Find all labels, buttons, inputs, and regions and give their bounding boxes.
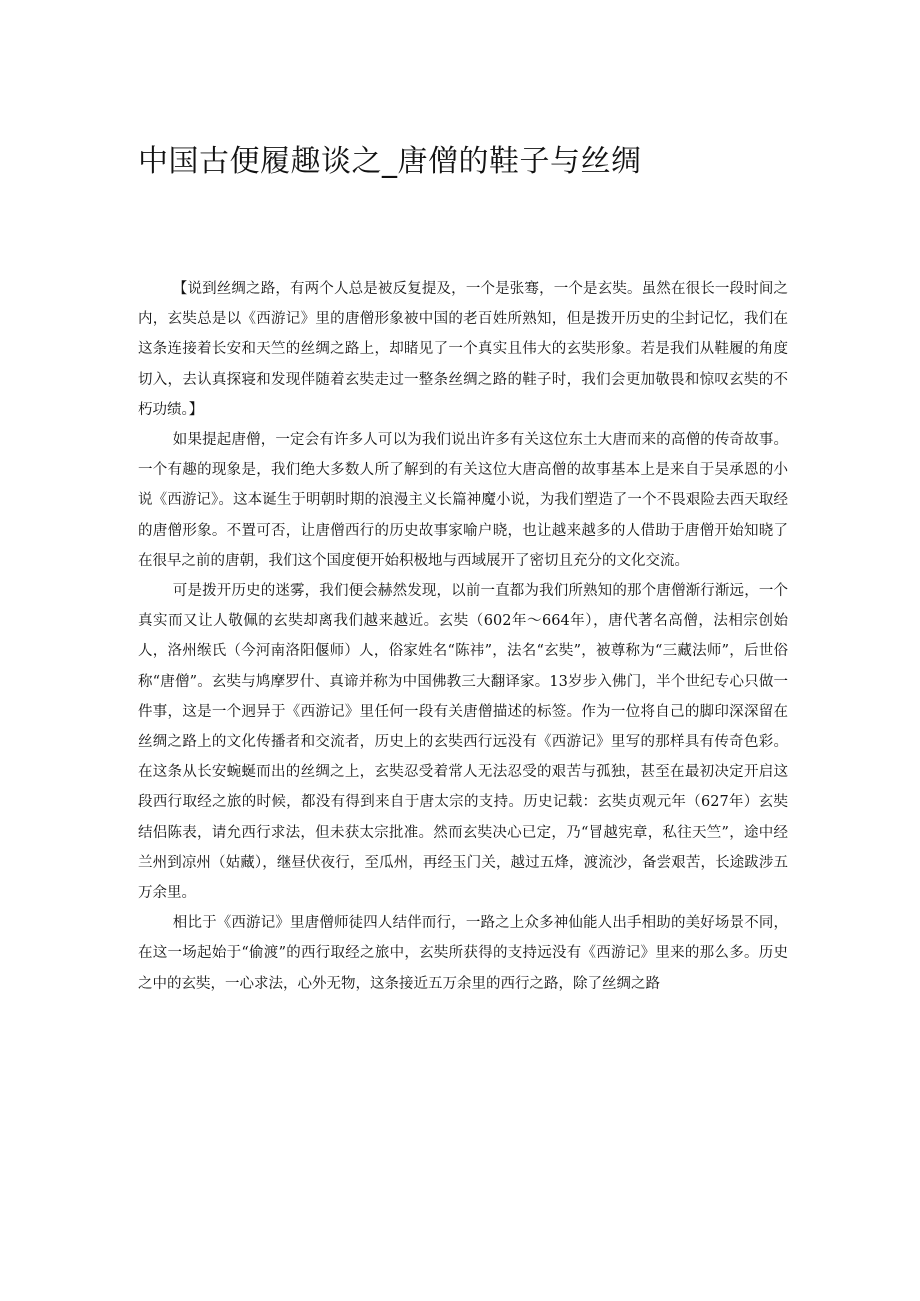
paragraph-journey-comparison: 相比于《西游记》里唐僧师徒四人结伴而行，一路之上众多神仙能人出手相助的美好场景不同，在这一场起始于“偷渡”的西行取经之旅中，玄奘所获得的支持远没有《西游记》里来的那么多。历史之中的玄奘，一心求法，心外无物，这条接近五万余里的西行之路，除了丝绸之路 — [138, 915, 788, 992]
paragraph-historical-xuanzang: 可是拨开历史的迷雾，我们便会赫然发现，以前一直都为我们所熟知的那个唐僧渐行渐远，一个真实而又让人敬佩的玄奘却离我们越来越近。玄奘（602年～664年），唐代著名高僧，法相宗创始人，洛州缑氏（今河南洛阳偃师）人，俗家姓名“陈祎”，法名“玄奘”，被尊称为“三藏法师”，后世俗称“唐僧”。玄奘与鸠摩罗什、真谛并称为中国佛教三大翻译家。13岁步入佛门，半个世纪专心只做一件事，这是一个迥异于《西游记》里任何一段有关唐僧描述的标签。作为一位将自己的脚印深深留在丝绸之路上的文化传播者和交流者，历史上的玄奘西行远没有《西游记》里写的那样具有传奇色彩。在这条从长安蜿蜒而出的丝绸之上，玄奘忍受着常人无法忍受的艰苦与孤独，甚至在最初决定开启这段西行取经之旅的时候，都没有得到来自于唐太宗的支持。历史记载：玄奘贞观元年（627年）玄奘结侣陈表，请允西行求法，但未获太宗批准。然而玄奘决心已定，乃“冒越宪章，私往天竺”，途中经兰州到凉州（姑藏），继昼伏夜行，至瓜州，再经玉门关，越过五烽，渡流沙，备尝艰苦，长途跋涉五万余里。 — [138, 583, 788, 902]
paragraph-tang-monk-legend: 如果提起唐僧，一定会有许多人可以为我们说出许多有关这位东土大唐而来的高僧的传奇故事。一个有趣的现象是，我们绝大多数人所了解到的有关这位大唐高僧的故事基本上是来自于吴承恩的小说《西游记》。这本诞生于明朝时期的浪漫主义长篇神魔小说，为我们塑造了一个不畏艰险去西天取经的唐僧形象。不置可否，让唐僧西行的历史故事家喻户晓，也让越来越多的人借助于唐僧开始知晓了在很早之前的唐朝，我们这个国度便开始积极地与西域展开了密切且充分的文化交流。 — [138, 432, 788, 569]
document-body — [138, 274, 788, 999]
paragraph-intro: 【说到丝绸之路，有两个人总是被反复提及，一个是张骞，一个是玄奘。虽然在很长一段时间之内，玄奘总是以《西游记》里的唐僧形象被中国的老百姓所熟知，但是拨开历史的尘封记忆，我们在这条连接着长安和天竺的丝绸之路上，却睹见了一个真实且伟大的玄奘形象。若是我们从鞋履的角度切入，去认真探寝和发现伴随着玄奘走过一整条丝绸之路的鞋子时，我们会更加敬畏和惊叹玄奘的不朽功绩。】 — [138, 281, 788, 418]
document-title: 中国古便履趣谈之_唐僧的鞋子与丝绸 — [138, 144, 642, 179]
